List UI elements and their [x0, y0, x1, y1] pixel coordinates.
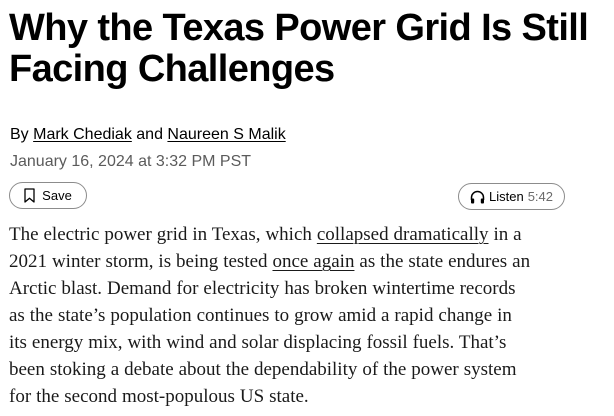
listen-label: Listen: [488, 189, 524, 204]
body-line-5: its energy mix, with wind and solar displacing fossil fuels. That’s: [9, 332, 507, 353]
link-once-again[interactable]: once again: [272, 251, 355, 272]
body-line-3: Arctic blast. Demand for electricity has broken wintertime records: [9, 278, 516, 299]
bookmark-icon: [24, 188, 35, 203]
save-label: Save: [42, 188, 72, 203]
article-headline: [9, 8, 614, 90]
byline-prefix: By: [10, 126, 34, 143]
body-line-4: as the state’s population continues to grow amid a rapid change in: [9, 305, 512, 326]
byline: [10, 125, 286, 145]
body-line-7: for the second most-populous US state.: [9, 386, 309, 407]
author-link-mark-chediak[interactable]: Mark Chediak: [33, 126, 132, 143]
body-line-6: been stoking a debate about the dependability of the power system: [9, 359, 517, 380]
headline-line-1: Why the Texas Power Grid Is Still: [9, 8, 589, 49]
link-collapsed-dramatically[interactable]: collapsed dramatically: [316, 224, 489, 245]
headline-line-2: Facing Challenges: [9, 48, 335, 90]
body-text-span: 2021 winter storm, is being tested: [9, 251, 273, 272]
body-line-2: [9, 248, 579, 275]
listen-button[interactable]: [458, 183, 565, 210]
publish-date: January 16, 2024 at 3:32 PM PST: [10, 153, 252, 170]
body-text-span: The electric power grid in Texas, which: [9, 224, 317, 245]
body-text-span: as the state endures an: [354, 251, 531, 272]
headphones-icon: [470, 190, 485, 204]
article-body-paragraph: [9, 221, 579, 410]
byline-joiner: and: [131, 126, 168, 143]
body-line-1: [9, 221, 579, 248]
save-button[interactable]: [9, 182, 87, 209]
body-text-span: in a: [488, 224, 522, 245]
author-link-naureen-s-malik[interactable]: Naureen S Malik: [167, 126, 286, 143]
listen-duration: 5:42: [527, 189, 553, 204]
